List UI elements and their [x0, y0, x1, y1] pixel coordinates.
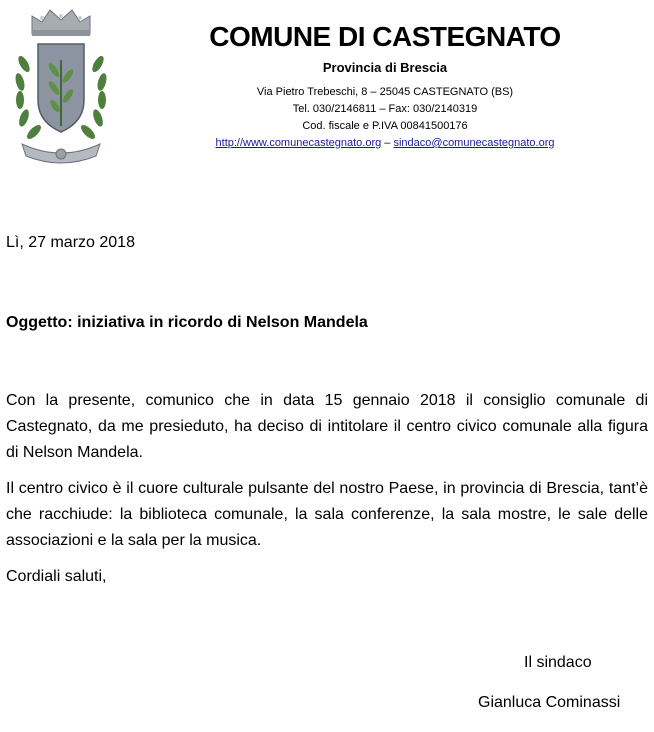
link-separator: –	[384, 137, 391, 149]
letter-date: Lì, 27 marzo 2018	[6, 234, 135, 251]
province-name: Provincia di Brescia	[322, 60, 448, 75]
email-link[interactable]: sindaco@comunecastegnato.org	[393, 137, 555, 149]
body-paragraph: Il centro civico è il cuore culturale pulsante del nostro Paese, in provincia di Brescia, tant’è che racchiude: la biblioteca comunale, la sala conferenze, la sala mostre, le sale delle associazioni e la sala per la musica.	[6, 480, 648, 549]
signature-name: Gianluca Cominassi	[478, 694, 621, 711]
letter-subject: Oggetto: iniziativa in ricordo di Nelson Mandela	[6, 314, 368, 331]
town-name: COMUNE DI CASTEGNATO	[209, 21, 561, 52]
letter-body	[6, 388, 648, 600]
closing-salutation: Cordiali saluti,	[6, 568, 107, 585]
web-email-line	[180, 135, 590, 152]
phone-fax-line: Tel. 030/2146811 – Fax: 030/2140319	[292, 103, 478, 115]
letterhead	[180, 20, 590, 152]
municipal-coat-of-arms-icon	[8, 4, 114, 172]
address-line: Via Pietro Trebeschi, 8 – 25045 CASTEGNATO (BS)	[256, 86, 514, 98]
tax-code-line: Cod. fiscale e P.IVA 00841500176	[302, 120, 468, 132]
contact-block	[180, 84, 590, 152]
body-paragraph: Con la presente, comunico che in data 15 gennaio 2018 il consiglio comunale di Castegnato, da me presieduto, ha deciso di intitolare il centro civico comunale alla figura di Nelson Mandela.	[6, 392, 648, 461]
signature-title: Il sindaco	[524, 654, 592, 671]
website-link[interactable]: http://www.comunecastegnato.org	[215, 137, 382, 149]
